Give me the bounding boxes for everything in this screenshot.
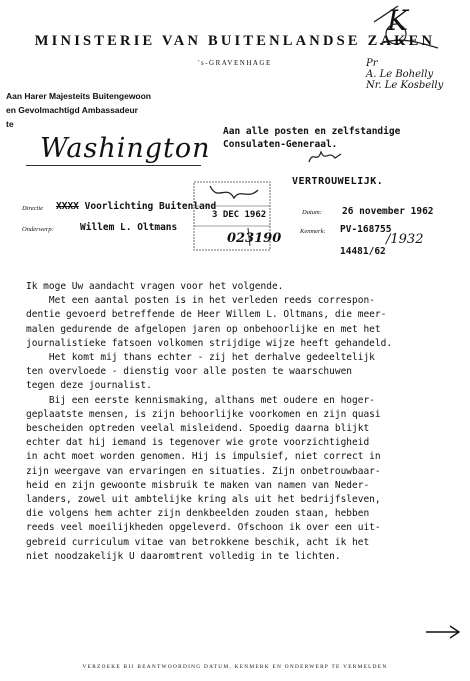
stamp-number: 023190	[227, 231, 282, 246]
recipients-line-1: Aan alle posten en zelfstandige	[223, 126, 401, 137]
addressee-line-1: Aan Harer Majesteits Buitengewoon	[6, 91, 152, 101]
recipients-line-2: Consulaten-Generaal.	[223, 139, 338, 150]
paragraph-2-line-3: malen gedurende de afgelopen jaren op onbehoorlijke en met het	[26, 323, 381, 335]
handwritten-scribble	[368, 2, 468, 60]
footer-instruction: VERZOEKE BIJ BEANTWOORDING DATUM, KENMERK EN ONDERWERP TE VERMELDEN	[82, 664, 388, 670]
paragraph-2-line-4: journalistieke fatsoen volkomen strijdige wijze heeft gehandeld.	[26, 337, 393, 349]
directie-label: Directie	[22, 205, 44, 212]
paragraph-3-line-1: Het komt mij thans echter - zij het derhalve gedeeltelijk	[26, 352, 375, 364]
handwritten-note-1: Pr	[366, 58, 378, 69]
kenmerk-label: Kenmerk:	[300, 228, 326, 235]
paragraph-3-line-3: tegen deze journalist.	[26, 380, 152, 392]
addressee-block	[6, 89, 151, 131]
handwritten-note-2: A. Le Bohelly	[366, 69, 434, 80]
handwritten-k-mark: K	[387, 4, 408, 37]
continue-arrow-icon	[424, 623, 462, 641]
handwritten-note-3: Nr. Le Kosbelly	[366, 80, 444, 91]
paragraph-4-line-11: gebreid curriculum vitae van betrokkene beschik, acht ik het	[26, 536, 370, 548]
paragraph-4-line-1: Bij een eerste kennismaking, althans met oudere en hoger-	[26, 394, 375, 406]
paragraph-4-line-4: echter dat hij iemand is tegenover wie grote voorzichtigheid	[26, 437, 370, 449]
paragraph-4-line-7: heid en zijn gewoonte misbruik te maken van namen van Neder-	[26, 479, 370, 491]
classification-label: VERTROUWELIJK.	[292, 176, 384, 187]
addressee-line-2: en Gevolmachtigd Ambassadeur	[6, 105, 138, 115]
initials-scribble	[305, 146, 345, 168]
addressee-place: Washington	[40, 133, 211, 164]
paragraph-3-line-2: ten overvloede - dienstig voor alle posten te waarschuwen	[26, 366, 353, 378]
ministry-title: MINISTERIE VAN BUITENLANDSE ZAKEN	[34, 33, 436, 49]
kenmerk-value: PV-168755	[340, 224, 392, 235]
datum-label: Datum:	[302, 209, 322, 216]
paragraph-4-line-3: bescheiden optreden veelal misleidend. Spoedig daarna blijkt	[26, 423, 370, 435]
addressee-line-3: te	[6, 119, 14, 129]
onderwerp-label: Onderwerp:	[22, 226, 54, 233]
stamp-date: 3 DEC 1962	[212, 210, 267, 220]
paragraph-4-line-10: reeds veel moeilijkheden opgeleverd. Ofschoon ik over een uit-	[26, 522, 381, 534]
paragraph-4-line-12: niet noodzakelijk U daaromtrent volledig in te lichten.	[26, 550, 341, 562]
paragraph-4-line-8: landers, zowel uit ambtelijke kring als uit het bedrijfsleven,	[26, 494, 381, 506]
paragraph-4-line-2: geplaatste mensen, is zijn behoorlijke voorkomen en zijn quasi	[26, 408, 381, 420]
paragraph-4-line-5: in acht moet worden genomen. Hij is impulsief, niet correct in	[26, 451, 381, 463]
paragraph-1: Ik moge Uw aandacht vragen voor het volgende.	[26, 281, 284, 292]
paragraph-4-line-9: die volgens hem achter zijn denkbeelden zouden staan, hebben	[26, 508, 370, 520]
paragraph-2-line-1: Met een aantal posten is in het verleden reeds correspon-	[26, 295, 375, 307]
place-underline	[26, 165, 201, 166]
paragraph-4-line-6: zijn weergave van ervaringen en situaties. Zijn onbetrouwbaar-	[26, 465, 381, 477]
onderwerp-value: Willem L. Oltmans	[80, 222, 178, 233]
kenmerk-handwritten: /1932	[386, 232, 424, 247]
kenmerk-value-2: 14481/62	[340, 246, 386, 257]
city-line: 's-GRAVENHAGE	[198, 59, 272, 67]
directie-value: XXXX Voorlichting Buitenland	[56, 201, 217, 212]
datum-value: 26 november 1962	[342, 206, 434, 217]
paragraph-2-line-2: dentie gevoerd betreffende de Heer Willem L. Oltmans, die meer-	[26, 309, 387, 321]
letter-body	[26, 281, 456, 565]
